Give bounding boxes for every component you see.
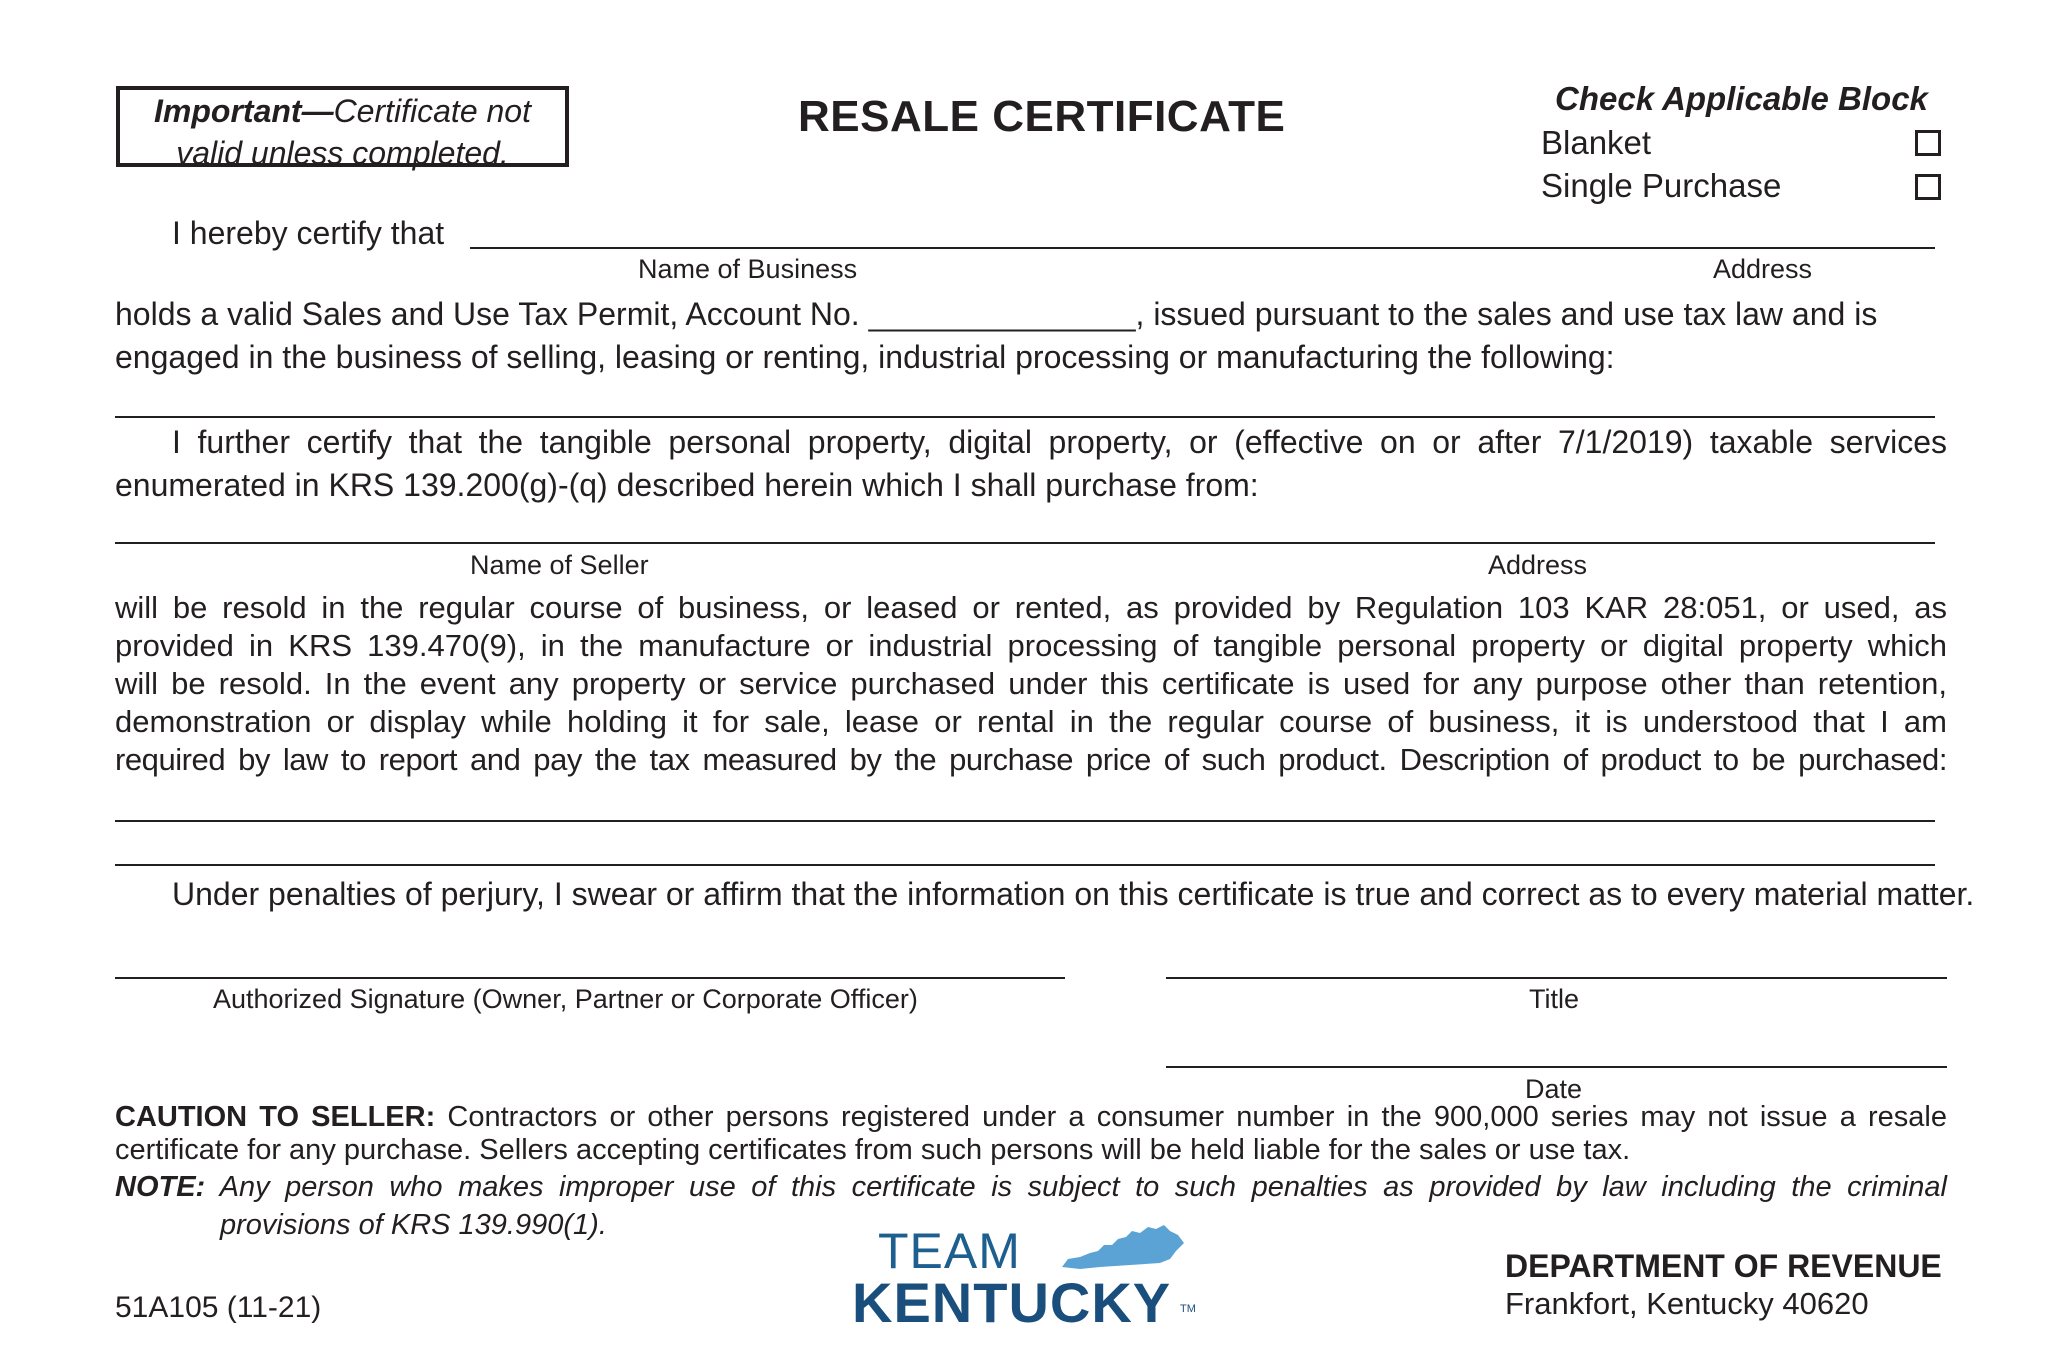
caution-text-1: Contractors or other persons registered under a consumer number in the 900,000 series may not issue a resale — [435, 1101, 1947, 1133]
caution-line-1 — [115, 1101, 1947, 1134]
date-label: Date — [1525, 1074, 1583, 1104]
resold-line-4: demonstration or display while holding it for sale, lease or rental in the regular course of business, it is understood that I am — [115, 704, 1947, 739]
authorized-signature-label: Authorized Signature (Owner, Partner or Corporate Officer) — [213, 984, 918, 1014]
business-name-field[interactable] — [470, 247, 1935, 249]
note — [115, 1168, 1947, 1244]
business-line: engaged in the business of selling, leasing or renting, industrial processing or manufacturing the following: — [115, 339, 1615, 375]
blanket-checkbox[interactable] — [1915, 130, 1941, 156]
products-field[interactable] — [115, 416, 1935, 418]
logo-trademark: TM — [1180, 1303, 1196, 1315]
important-text-2: valid unless completed. — [176, 135, 509, 171]
description-field-2[interactable] — [115, 864, 1935, 866]
team-kentucky-logo-kentucky: KENTUCKY — [852, 1271, 1172, 1334]
department-address: Frankfort, Kentucky 40620 — [1505, 1286, 1869, 1321]
check-applicable-heading: Check Applicable Block — [1555, 80, 1928, 117]
resold-line-3: will be resold. In the event any property or service purchased under this certificate is used for any purpose other than retention, — [115, 666, 1947, 701]
name-of-seller-label: Name of Seller — [470, 550, 649, 580]
caution-label: CAUTION TO SELLER: — [115, 1101, 436, 1133]
kentucky-map-icon — [1060, 1223, 1186, 1271]
resold-line-1: will be resold in the regular course of business, or leased or rented, as provided by Regulation 103 KAR 28:051, or used, as — [115, 590, 1947, 625]
caution-to-seller — [115, 1101, 1947, 1167]
title-field[interactable] — [1166, 977, 1947, 979]
resold-line-5: required by law to report and pay the tax measured by the purchase price of such product. Description of product to be purchased: — [115, 742, 1947, 777]
note-label: NOTE: — [115, 1171, 206, 1203]
name-of-business-label: Name of Business — [638, 254, 858, 284]
certify-lead: I hereby certify that — [172, 215, 445, 251]
important-notice — [116, 86, 569, 171]
note-text-1: Any person who makes improper use of this certificate is subject to such penalties as provided by law including the criminal — [205, 1171, 1947, 1203]
single-purchase-label: Single Purchase — [1541, 167, 1782, 204]
description-field-1[interactable] — [115, 820, 1935, 822]
note-line-2: provisions of KRS 139.990(1). — [220, 1209, 607, 1241]
form-title: RESALE CERTIFICATE — [798, 92, 1286, 141]
signature-field[interactable] — [115, 977, 1065, 979]
resold-line-2: provided in KRS 139.470(9), in the manufacture or industrial processing of tangible personal property or digital property which — [115, 628, 1947, 663]
form-number: 51A105 (11-21) — [115, 1291, 322, 1324]
blanket-label: Blanket — [1541, 124, 1652, 161]
permit-text-after: , issued pursuant to the sales and use tax law and is — [1135, 296, 1878, 332]
account-number-field[interactable]: _______________ — [868, 296, 1136, 332]
department-name: DEPARTMENT OF REVENUE — [1505, 1248, 1942, 1284]
team-kentucky-logo-team: TEAM — [878, 1223, 1021, 1279]
caution-line-2: certificate for any purchase. Sellers accepting certificates from such persons will be held liable for the sales or use tax. — [115, 1134, 1631, 1166]
title-label: Title — [1529, 984, 1580, 1014]
seller-field[interactable] — [115, 542, 1935, 544]
business-address-label: Address — [1713, 254, 1813, 284]
further-certify-line2: enumerated in KRS 139.200(g)-(q) described herein which I shall purchase from: — [115, 467, 1259, 503]
important-label: Important— — [154, 93, 334, 129]
important-text-1: Certificate not — [333, 93, 531, 129]
permit-text-before: holds a valid Sales and Use Tax Permit, Account No. — [115, 296, 860, 332]
date-field[interactable] — [1166, 1066, 1947, 1068]
perjury-statement: Under penalties of perjury, I swear or affirm that the information on this certificate is true and correct as to every material matter. — [172, 876, 1975, 912]
seller-address-label: Address — [1488, 550, 1588, 580]
resold-paragraph — [115, 589, 1947, 779]
note-line-1 — [115, 1168, 1947, 1206]
single-purchase-checkbox[interactable] — [1915, 174, 1941, 200]
permit-line — [115, 296, 1877, 333]
further-certify-line1: I further certify that the tangible personal property, digital property, or (effective on or after 7/1/2019) taxable services — [172, 424, 1947, 460]
